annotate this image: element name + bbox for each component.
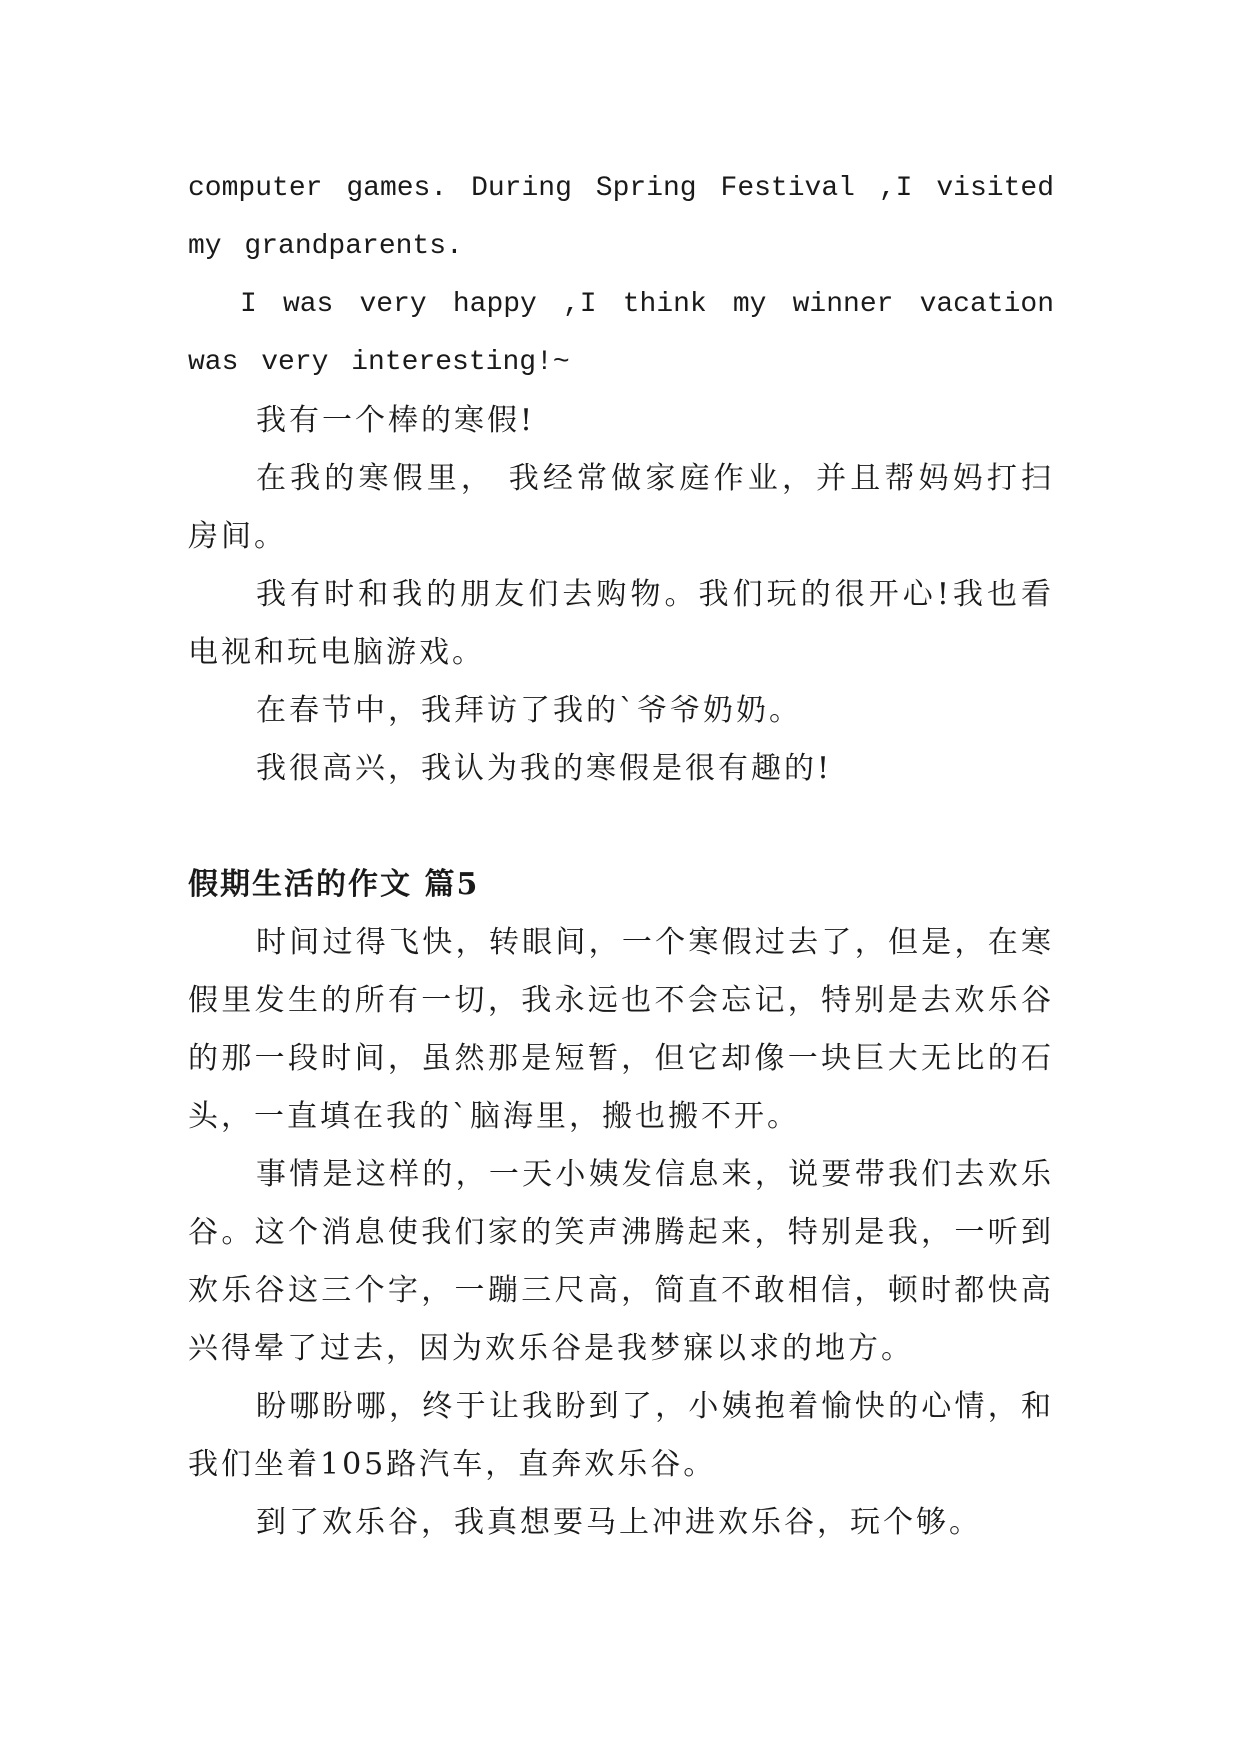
- paragraph-chinese-3: 我有时和我的朋友们去购物。我们玩的很开心!我也看电视和玩电脑游戏。: [188, 577, 1054, 670]
- section-heading: 假期生活的作文 篇5: [188, 867, 480, 902]
- paragraph-chinese-4: 在春节中，我拜访了我的`爷爷奶奶。: [256, 693, 802, 728]
- section5-paragraph-2: 事情是这样的，一天小姨发信息来，说要带我们去欢乐谷。这个消息使我们家的笑声沸腾起来，特别是我，一听到欢乐谷这三个字，一蹦三尺高，简直不敢相信，顿时都快高兴得晕了过去，因为欢乐谷是我梦寐以求的地方。: [188, 1157, 1054, 1366]
- document-page: [188, 160, 1054, 1552]
- section5-paragraph-4: 到了欢乐谷，我真想要马上冲进欢乐谷，玩个够。: [256, 1505, 982, 1540]
- paragraph-chinese-2: 在我的寒假里， 我经常做家庭作业，并且帮妈妈打扫房间。: [188, 461, 1054, 554]
- paragraph-english-2: I was very happy ,I think my winner vacation was very interesting!~: [188, 289, 1054, 378]
- section-spacer: [188, 798, 1054, 856]
- paragraph-english-1: computer games. During Spring Festival ,I visited my grandparents.: [188, 173, 1054, 262]
- section5-paragraph-1: 时间过得飞快，转眼间，一个寒假过去了，但是，在寒假里发生的所有一切，我永远也不会忘记，特别是去欢乐谷的那一段时间，虽然那是短暂，但它却像一块巨大无比的石头，一直填在我的`脑海里，搬也搬不开。: [188, 925, 1054, 1134]
- section5-paragraph-3: 盼哪盼哪，终于让我盼到了，小姨抱着愉快的心情，和我们坐着105路汽车，直奔欢乐谷。: [188, 1389, 1054, 1482]
- paragraph-chinese-1: 我有一个棒的寒假!: [256, 403, 536, 438]
- paragraph-chinese-5: 我很高兴，我认为我的寒假是很有趣的!: [256, 751, 833, 786]
